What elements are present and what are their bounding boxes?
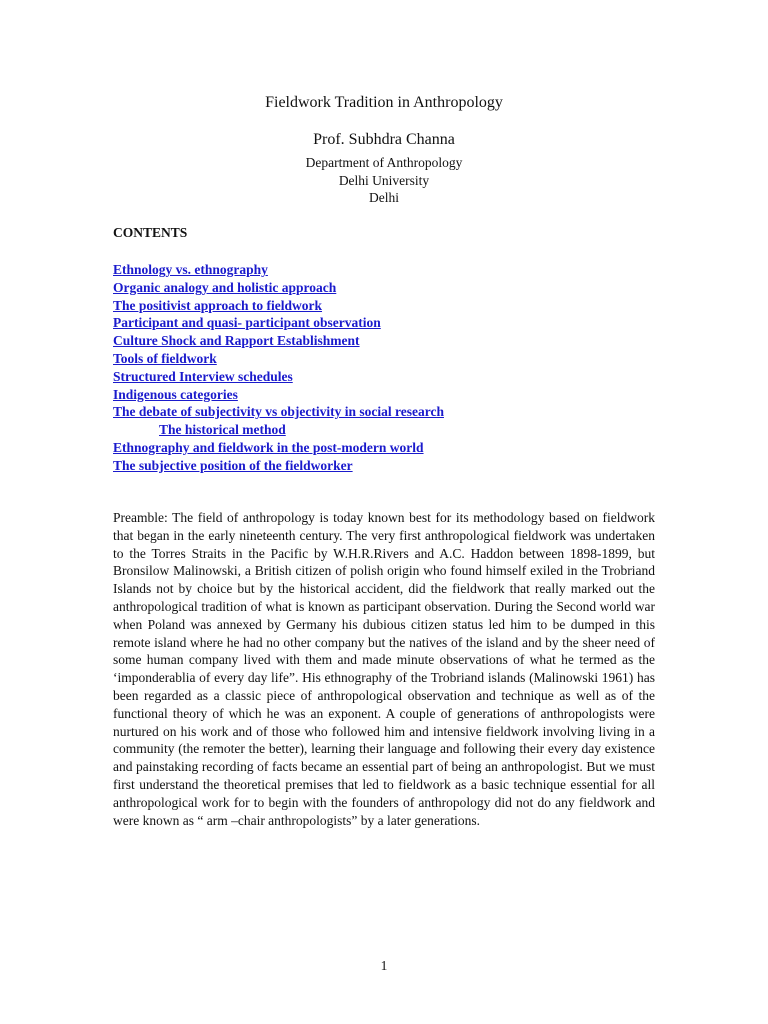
toc-item <box>113 279 444 297</box>
toc-item <box>113 403 444 421</box>
affiliation-department: Department of Anthropology <box>305 155 463 170</box>
page-number: 1 <box>380 958 388 973</box>
affiliation-city: Delhi <box>369 190 399 205</box>
table-of-contents <box>113 261 444 475</box>
toc-link-subjectivity-debate[interactable]: The debate of subjectivity vs objectivity in social research <box>113 404 444 420</box>
toc-link-culture-shock[interactable]: Culture Shock and Rapport Establishment <box>113 333 360 349</box>
affiliation-university: Delhi University <box>338 172 430 188</box>
toc-link-subjective-position[interactable]: The subjective position of the fieldworker <box>113 457 353 473</box>
preamble-paragraph: Preamble: The field of anthropology is today known best for its methodology based on fieldwork that began in the early nineteenth century. The very first anthropological fieldwork was undertaken to the Torres Straits in the Pacific by W.H.R.Rivers and A.C. Haddon between 1898-1899, but Bronsilow Malinowski, a British citizen of polish origin who found himself exiled in the Trobriand Islands not by choice but by the historical accident, did the fieldwork that really marked out the anthropological tradition of what is known as participant observation. During the Second world war when Poland was annexed by Germany his dubious citizen status led him to be dumped in this remote island where he had no other company but the natives of the island and by the sheer need of some human company lived with them and made minute observations of what he termed as the ‘imponderablia of every day life”. His ethnography of the Trobriand islands (Malinowski 1961) has been regarded as a classic piece of anthropological observation and technique as well as of the functional theory of which he was an exponent. A couple of generations of anthropologists were nurtured on his work and of those who followed him and intensive fieldwork involving living in a community (the remoter the better), learning their language and following their every day existence and painstaking recording of facts became an essential part of being an anthropologist. But we must first understand the theoretical premises that led to fieldwork as a basic technique essential for all anthropological work for to begin with the founders of anthropology did not do any fieldwork and were known as “ arm –chair anthropologists” by a later generations. <box>113 510 655 828</box>
toc-item <box>113 386 444 404</box>
toc-item <box>113 457 444 475</box>
toc-item <box>113 350 444 368</box>
toc-item <box>113 261 444 279</box>
toc-link-historical-method[interactable]: The historical method <box>159 422 286 438</box>
toc-link-ethnology-vs-ethnography[interactable]: Ethnology vs. ethnography <box>113 262 268 277</box>
contents-heading: CONTENTS <box>113 225 188 240</box>
document-title: Fieldwork Tradition in Anthropology <box>265 94 503 111</box>
affiliation <box>0 154 768 207</box>
toc-item <box>113 332 444 350</box>
toc-item <box>113 297 444 315</box>
toc-item <box>113 314 444 332</box>
toc-link-organic-analogy[interactable]: Organic analogy and holistic approach <box>113 279 337 295</box>
author-name: Prof. Subhdra Channa <box>313 131 455 148</box>
toc-item <box>113 439 444 457</box>
toc-link-positivist-approach[interactable]: The positivist approach to fieldwork <box>113 297 323 313</box>
toc-item <box>113 368 444 386</box>
toc-link-post-modern-world[interactable]: Ethnography and fieldwork in the post-modern world <box>113 439 424 455</box>
toc-link-structured-interview[interactable]: Structured Interview schedules <box>113 368 293 384</box>
toc-link-participant-observation[interactable]: Participant and quasi- participant observation <box>113 315 381 331</box>
toc-item <box>113 421 444 439</box>
toc-link-indigenous-categories[interactable]: Indigenous categories <box>113 386 238 402</box>
toc-link-tools-of-fieldwork[interactable]: Tools of fieldwork <box>113 350 217 366</box>
